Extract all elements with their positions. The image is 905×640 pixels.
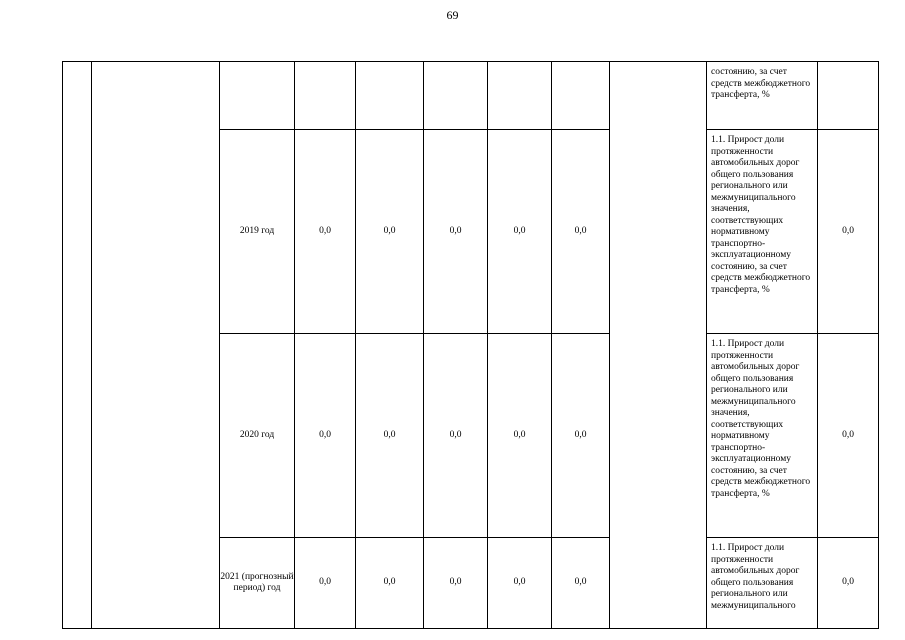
page-number: 69 xyxy=(446,8,459,22)
value-cell: 0,0 xyxy=(424,130,488,334)
value-cell: 0,0 xyxy=(488,334,552,538)
value-cell xyxy=(356,62,424,130)
value-cell: 0,0 xyxy=(356,334,424,538)
value-cell xyxy=(552,62,610,130)
value-cell: 0,0 xyxy=(552,130,610,334)
value-cell: 0,0 xyxy=(356,130,424,334)
indicator-value-cell: 0,0 xyxy=(818,538,879,629)
indicator-cell: 1.1. Прирост доли протяженности автомобильных дорог общего пользования регионального или межмуниципального значения, соответствующих нормативному транспортно-эксплуатационному состоянию, за счет средств межбюджетного трансферта, % xyxy=(707,334,818,538)
value-cell: 0,0 xyxy=(424,334,488,538)
value-cell: 0,0 xyxy=(488,538,552,629)
value-cell: 0,0 xyxy=(356,538,424,629)
value-cell: 0,0 xyxy=(295,334,356,538)
indicator-cell: 1.1. Прирост доли протяженности автомобильных дорог общего пользования регионального или межмуниципального значения, соответствующих нормативному транспортно-эксплуатационному состоянию, за счет средств межбюджетного трансферта, % xyxy=(707,130,818,334)
year-cell: 2021 (прогнозный период) год xyxy=(220,538,295,629)
value-cell: 0,0 xyxy=(552,538,610,629)
value-cell: 0,0 xyxy=(295,130,356,334)
value-cell: 0,0 xyxy=(488,130,552,334)
table-row xyxy=(63,62,879,130)
value-cell: 0,0 xyxy=(295,538,356,629)
indicator-value-cell: 0,0 xyxy=(818,334,879,538)
year-cell: 2020 год xyxy=(220,334,295,538)
program-table xyxy=(62,61,879,629)
value-cell xyxy=(424,62,488,130)
number-cell xyxy=(63,62,92,629)
value-cell: 0,0 xyxy=(424,538,488,629)
indicator-cell: состоянию, за счет средств межбюджетного трансферта, % xyxy=(707,62,818,130)
value-cell xyxy=(295,62,356,130)
executor-cell xyxy=(610,62,707,629)
indicator-text: 1.1. Прирост доли протяженности автомобильных дорог общего пользования регионального или межмуниципального xyxy=(711,543,800,611)
indicator-value-cell: 0,0 xyxy=(818,130,879,334)
name-cell xyxy=(92,62,220,629)
year-cell xyxy=(220,62,295,130)
indicator-cell xyxy=(707,538,818,629)
indicator-value-cell xyxy=(818,62,879,130)
year-cell: 2019 год xyxy=(220,130,295,334)
value-cell: 0,0 xyxy=(552,334,610,538)
value-cell xyxy=(488,62,552,130)
